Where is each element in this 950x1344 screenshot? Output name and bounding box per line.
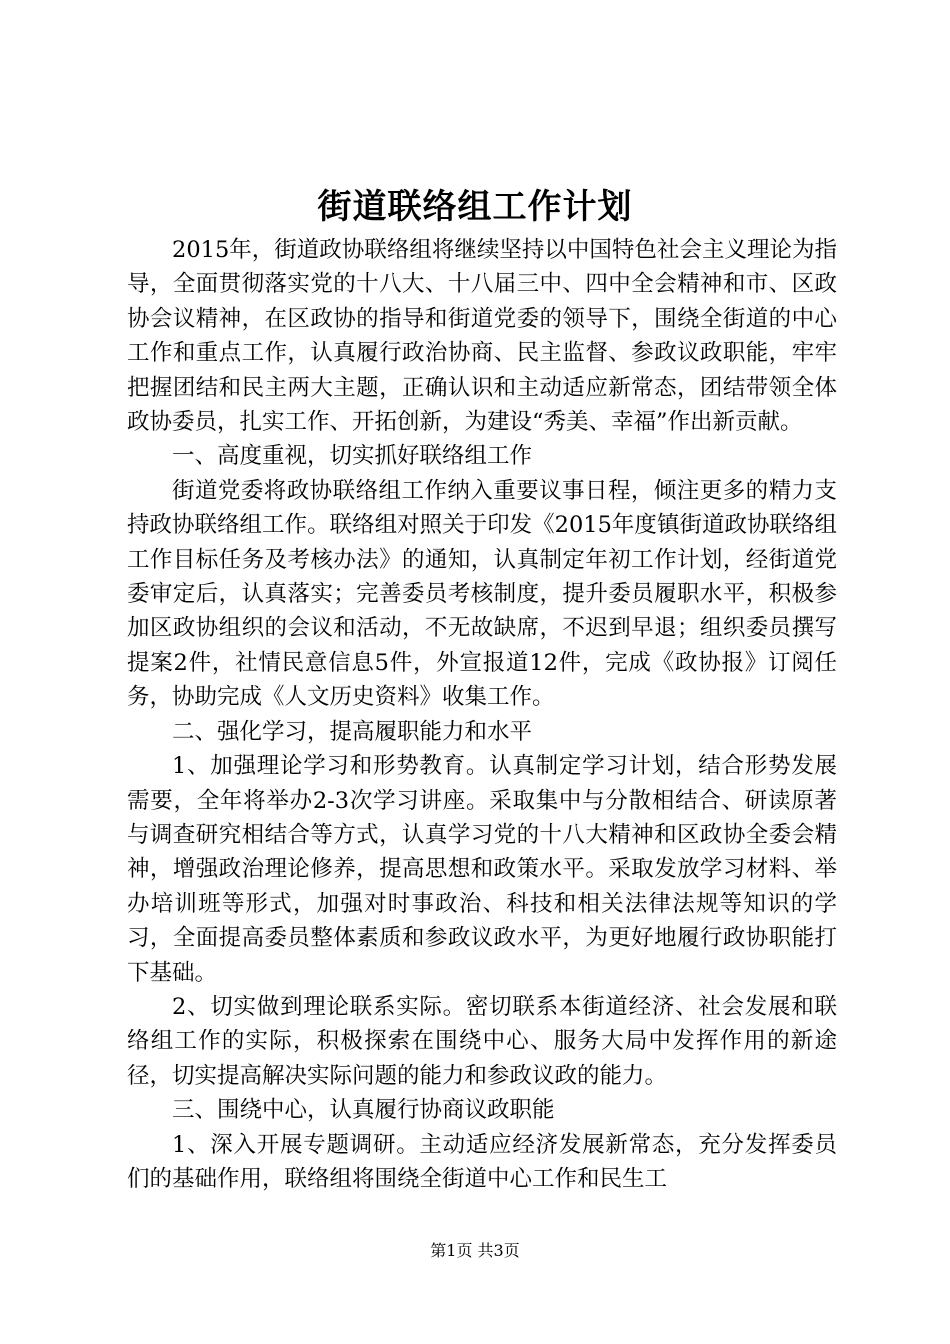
section-heading-1: 一、高度重视，切实抓好联络组工作 [172, 443, 533, 470]
paragraph-item-2-2: 2、切实做到理论联系实际。密切联系本街道经济、社会发展和联络组工作的实际，积极探索在围绕中心、服务大局中发挥作用的新途径，切实提高解决实际问题的能力和参政议政的能力。 [127, 993, 837, 1089]
document-title: 街道联络组工作计划 [317, 187, 633, 227]
paragraph-item-2-1: 1、加强理论学习和形势教育。认真制定学习计划，结合形势发展需要，全年将举办2-3次学习讲座。采取集中与分散相结合、研读原著与调查研究相结合等方式，认真学习党的十八大精神和区政协全委会精神，增强政治理论修养，提高思想和政策水平。采取发放学习材料、举办培训班等形式，加强对时事政治、科技和相关法律法规等知识的学习，全面提高委员整体素质和参政议政水平，为更好地履行政协职能打下基础。 [127, 753, 837, 986]
paragraph-intro: 2015年，街道政协联络组将继续坚持以中国特色社会主义理论为指导，全面贯彻落实党的十八大、十八届三中、四中全会精神和市、区政协会议精神，在区政协的指导和街道党委的领导下，围绕全街道的中心工作和重点工作，认真履行政治协商、民主监督、参政议政职能，牢牢把握团结和民主两大主题，正确认识和主动适应新常态，团结带领全体政协委员，扎实工作、开拓创新，为建设“秀美、幸福”作出新贡献。 [127, 237, 837, 436]
section-heading-3: 三、围绕中心，认真履行协商议政职能 [172, 1097, 555, 1124]
paragraph-item-3-1: 1、深入开展专题调研。主动适应经济发展新常态，充分发挥委员们的基础作用，联络组将围绕全街道中心工作和民生工 [127, 1131, 837, 1192]
section-heading-2: 二、强化学习，提高履职能力和水平 [172, 718, 533, 745]
document-body [127, 233, 837, 1196]
paragraph-section-1: 街道党委将政协联络组工作纳入重要议事日程，倾注更多的精力支持政协联络组工作。联络组对照关于印发《2015年度镇街道政协联络组工作目标任务及考核办法》的通知，认真制定年初工作计划，经街道党委审定后，认真落实；完善委员考核制度，提升委员履职水平，积极参加区政协组织的会议和活动，不无故缺席，不迟到早退；组织委员撰写提案2件，社情民意信息5件，外宣报道12件，完成《政协报》订阅任务，协助完成《人文历史资料》收集工作。 [127, 477, 837, 711]
page-number-footer: 第1页 共3页 [430, 1241, 520, 1260]
